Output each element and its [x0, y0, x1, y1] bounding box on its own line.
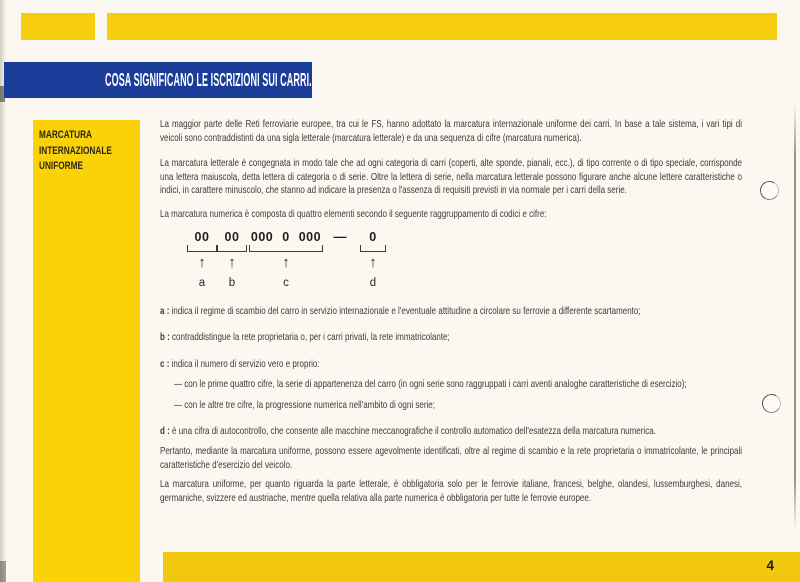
digit-group-d — [360, 230, 386, 289]
list-subitem-c2 — [174, 399, 767, 413]
up-arrow-icon: ↑ — [198, 253, 206, 271]
list-item-d — [160, 425, 754, 439]
digits: 000 — [298, 229, 322, 244]
binder-ring-mark — [758, 179, 781, 202]
main-text-column — [160, 118, 742, 506]
list-subitem-c1 — [174, 378, 767, 392]
sidebar-label-line-2: INTERNAZIONALE — [39, 144, 112, 157]
top-accent-bar — [107, 13, 777, 40]
paragraph-intro: La maggior parte delle Reti ferroviarie europee, tra cui le FS, hanno adottato la marcatura internazionale uniforme dei carri. In base a tale sistema, i vari tipi di veicoli sono contraddistinti da una sigla letterale (marcatura letterale) e da una sequenza di cifre (marcatura numerica). — [160, 118, 743, 144]
up-arrow-icon: ↑ — [228, 253, 236, 271]
item-key: a : — [160, 304, 170, 317]
list-item-c — [160, 358, 754, 372]
sidebar-panel — [33, 120, 140, 582]
group-label-b: b — [228, 276, 236, 289]
subitem-text: con le altre tre cifre, la progressione numerica nell'ambito di ogni serie; — [184, 398, 435, 411]
page-number: 4 — [766, 558, 774, 573]
dash-separator: — — [333, 228, 347, 244]
numeric-marking-diagram — [160, 230, 742, 294]
group-bracket — [360, 245, 386, 252]
group-label-c: c — [283, 276, 289, 289]
paragraph-lettering: La marcatura letterale è congegnata in modo tale che ad ogni categoria di carri (coperti, alte sponde, pianali, ecc.), di tipo corrente o di tipo speciale, corrisponde una lettera maiuscola, detta lettera di categoria o di serie. Oltre la lettera di serie, nella marcatura letterale possono figurare anche alcune lettere caratteristiche o indici, in carattere minuscolo, che stanno ad indicare la presenza o l'assenza di requisiti previsti in via normale per i carri della serie. — [160, 157, 743, 197]
digits: 00 — [194, 229, 210, 244]
digits: 0 — [282, 229, 290, 244]
sidebar-label — [33, 120, 140, 175]
group-bracket — [187, 245, 217, 252]
group-bracket — [217, 245, 247, 252]
chapter-header-bar — [4, 62, 312, 98]
digit-group-c — [249, 230, 323, 289]
item-key: b : — [160, 331, 170, 344]
sidebar-label-line-1: MARCATURA — [39, 129, 93, 141]
item-key: c : — [160, 357, 170, 370]
paragraph-numbering-intro: La marcatura numerica è composta di quattro elementi secondo il seguente raggruppamento di codici e cifre: — [160, 207, 547, 220]
item-text: contraddistingue la rete proprietaria o, per i carri privati, la rete immatricolante; — [172, 331, 450, 344]
item-text: indica il regime di scambio del carro in servizio internazionale e l'eventuale attitudine a circolare su ferrovie a differente scartamento; — [171, 304, 641, 317]
digit-group-d-digits — [369, 230, 376, 244]
digits: 0 — [369, 229, 377, 244]
dash-icon: — — [174, 398, 183, 411]
item-text: indica il numero di servizio vero e proprio: — [171, 357, 320, 370]
group-label-d: d — [369, 276, 377, 289]
digit-group-b-digits — [225, 230, 240, 244]
group-bracket — [249, 245, 323, 252]
subitem-text: con le prime quattro cifre, la serie di appartenenza del carro (in ogni serie sono raggruppati i carri aventi analoghe caratteristiche di esercizio); — [184, 378, 687, 391]
digit-group-a — [187, 230, 217, 289]
list-item-a — [160, 305, 754, 319]
top-accent-bar-left — [21, 13, 95, 40]
dash-icon: — — [174, 378, 183, 391]
paragraph-conclusion-1: Pertanto, mediante la marcatura uniforme, possono essere agevolmente identificati, oltre al regime di scambio e la rete proprietaria o immatricolante, le principali caratteristiche d'esercizio del veicolo. — [160, 445, 743, 471]
sidebar-label-line-3: UNIFORME — [39, 160, 84, 172]
group-label-a: a — [198, 276, 206, 289]
digit-group-c-digits — [251, 230, 321, 244]
scan-edge-mark — [0, 561, 6, 582]
digit-group-b — [217, 230, 247, 289]
page-edge-line — [794, 104, 796, 530]
item-key: d : — [160, 424, 170, 437]
footer-accent-bar — [163, 552, 800, 582]
digits: 00 — [224, 229, 240, 244]
list-item-b — [160, 331, 754, 345]
digits: 000 — [250, 229, 274, 244]
up-arrow-icon: ↑ — [282, 253, 290, 271]
page-title: COSA SIGNIFICANO LE ISCRIZIONI SUI CARRI. — [105, 70, 312, 90]
item-text: è una cifra di autocontrollo, che consente alle macchine meccanografiche il controllo automatico dell'esatezza della marcatura numerica. — [172, 424, 656, 437]
digit-group-a-digits — [195, 230, 210, 244]
up-arrow-icon: ↑ — [369, 253, 377, 271]
paragraph-conclusion-2: La marcatura uniforme, per quanto riguarda la parte letterale, è obbligatoria solo per le ferrovie italiane, francesi, belghe, olandesi, lussemburghesi, danesi, germaniche, svizzere ed austriache, mentre quella relativa alla parte numerica è obbligatoria per tutte le ferrovie europee. — [160, 478, 743, 504]
